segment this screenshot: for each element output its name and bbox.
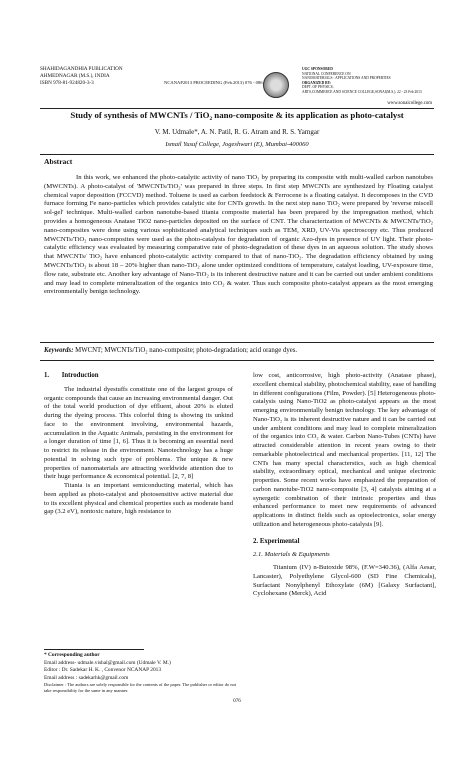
section-title: Introduction xyxy=(61,372,99,379)
keywords-divider xyxy=(40,360,434,361)
section-number: 1. xyxy=(44,372,50,379)
disclaimer: Disclaimer : The authors are solely responsible for the contents of the paper. The publisher or editor do not take responsibility for the same in any manner. xyxy=(44,682,237,693)
conference-line: NATIONAL CONFERENCE ON xyxy=(302,71,351,76)
isbn-line: ISBN 978-81-924820-3-3 xyxy=(40,80,94,86)
conference-line: ORGANIZED BY: xyxy=(302,80,331,85)
conference-line: NANOMATERIALS : APPLICATIONS AND PROPERTIES xyxy=(302,76,391,81)
conference-line: UGC SPONSORED xyxy=(302,67,333,71)
section-number: 2. xyxy=(253,537,259,545)
intro-paragraph: The industrial dyestuffs constitute one of the largest groups of organic compounds that cause an increasing environmental danger. Out of the total world production of dye effluent, about 20% is eluted during the dyeing process. This colorful thing is showing its unkind face to the environment involving, environmental hazards, accumulation in the Aquatic Animals, persisting in the environment for a longer duration of time [1, 6]. Thus it is becoming an essential need to restrict its release in the environment. Nanotechnology has a huge potential in solving such type of problems. The unique & new properties of nanomaterials are attracting worldwide attention due to their huge performance & economical potential. [2, 7, 8] xyxy=(44,385,233,481)
section-heading xyxy=(253,538,436,547)
abstract-heading: Abstract xyxy=(44,157,73,166)
author-email: Email address- udmale.vishal@gmail.com (Udmale V. M.) xyxy=(44,659,171,666)
conference-line: ARTS,COMMERCE AND SCIENCE COLLEGE,SONAI(M.S.), 22 - 23 Feb 2013 xyxy=(302,89,422,94)
page-number: 076 xyxy=(233,698,241,704)
intro-paragraph: Titania is an important semiconducting material, which has been applied as photo-catalyst and photosensitive active material due to its excellent physical and chemical properties such as moderate band gap (3.2 eV), nontoxic nature, high resistance to xyxy=(44,482,233,516)
website-link[interactable]: www.sonaicollege.com xyxy=(387,101,432,106)
materials-paragraph: Titanium (IV) n-Butoxide 98%, (F.W=340.36), (Alfa Aesar, Lancaster), Polyethylene Glycol-600 (SD Fine Chemicals), Surfactant Nonylphenyl Ethoxylate (6M) [Galaxy Surfactant], Cyclohexane (Merck), Acid xyxy=(253,564,436,598)
footnote-divider xyxy=(44,649,144,650)
keywords-text: MWCNT; MWCNTs/TiO₂ nano-composite; photo-degradation; acid orange dyes. xyxy=(75,347,298,354)
conference-block xyxy=(302,67,432,95)
keywords xyxy=(44,347,433,354)
subsection-heading: 2.1. Materials & Equipments xyxy=(253,551,330,559)
abstract-text: In this work, we enhanced the photo-catalytic activity of nano TiO₂ by preparing its composite with multi-walled carbon nanotubes (MWCNTs). A photo-catalyst of 'MWCNTs/TiO₂' was prepared in three steps. In first step MWCNTs are synthesized by Floating catalyst chemical vapor deposition (FCCVD) method. Toluene is used as carbon feedstock & Ferrocene is a floating catalyst. It decomposes in the CVD furnace forming Fe nano-particles which provides catalytic site for CNTs growth. In the next step nano TiO₂ were prepared by 'reverse miscell sol-gel' technique. Multi-walled carbon nanotube-based titania composite material has been prepared by the impregnation method, which provides a homogeneous Anatase TiO2 nano-particles deposited on the surface of CNT. The characterization of MWCNTs & MWCNTs/TiO₂ nano-composites were done using various sophisticated analytical techniques such as TEM, XRD, UV-Vis spectroscopy etc. Thus produced MWCNTs/TiO₂ nano-composites were used as the photo-catalysts for degradation of organic Azo-dyes in presence of UV light. Their photo-catalytic efficiency was evaluated by measuring comparative rate of photo-degradation of these dyes in an aqueous solution. The study shows that MWCNTs/ TiO₂ have enhanced photo-catalytic activity compared to that of nano-TiO₂. The degradation efficiency obtained by using MWCNTs/TiO₂ is about 18 – 20% higher than nano-TiO₂ alone under optimized conditions of temperature, catalyst loading, UV-exposure time, flow rate, substrate etc. Another key advantage of Nano-TiO₂ is its inherent destructive nature and it can be carried out under ambient conditions and may lead to complete mineralization of the organics into CO₂ & water. Thus such composite photo-catalyst appears as the most emerging environmentally benign technology. xyxy=(44,174,433,296)
editor-line: Editor : Dr. Sadekar H. K. , Convenor NCANAP 2013 xyxy=(44,667,162,673)
college-logo xyxy=(263,72,289,98)
left-column xyxy=(44,372,233,517)
publisher-line: AHMEDNAGAR (M.S.), INDIA xyxy=(40,73,110,79)
section-title: Experimental xyxy=(259,537,300,545)
header-divider xyxy=(40,108,434,109)
corresponding-author-label: * Corresponding author xyxy=(44,652,100,658)
keywords-label: Keywords: xyxy=(44,347,74,354)
right-column xyxy=(253,372,436,599)
paper-title: Study of synthesis of MWCNTs / TiO₂ nano-composite & its application as photo-catalyst xyxy=(70,110,404,120)
conference-line: DEPT. OF PHYSICS, xyxy=(302,85,334,90)
author-list: V. M. Udmale*, A. N. Patil, R. G. Atram and R. S. Yamgar xyxy=(154,128,320,136)
publisher-line: SHAHIDAGANDHIA PUBLICATION xyxy=(40,66,123,72)
affiliation: Ismail Yusuf College, Jogeshwari (E), Mumbai-400060 xyxy=(165,141,309,148)
correspondence-footnote xyxy=(44,652,244,693)
proceeding-label: NCANAP2013 PROCEEDING (Feb.2013) 076 - 086 xyxy=(164,80,263,85)
intro-continuation: low cost, anticorrosive, high photo-activity (Anatase phase), excellent chemical stability, photochemical stability, ease of handling in different configurations (Film, Powder). [5] Heterogeneous photo-catalysis using Nano-TiO2 as photo-catalyst appears as the most emerging environmentally benign technology. The key advantage of Nano-TiO₂ is its inherent destructive nature and it can be carried out under ambient conditions and may lead to complete mineralization of the organics into CO₂ & water. Carbon Nano-Tubes (CNTs) have attracted considerable attention in recent years owing to their remarkable photoelectrical and mechanical properties. [11, 12] The CNTs has many special characterstics, such as high chemical stability, extraordinary optical, mechanical and unique electronic properties. Some recent works have emphasized the preparation of carbon nanotube-TiO2 nano-composite [3, 4] catalysts aiming at a synergetic combination of their intrinsic properties and thus enhanced performance to meet new requirements of advanced applications in distinct fields such as optoelectronics, solar energy utilization and heterogeneous photo-catalysis [9]. xyxy=(253,372,436,528)
editor-email: Email address : sadekarhk@gmail.com xyxy=(44,674,129,681)
publisher-block xyxy=(40,66,123,87)
section-heading xyxy=(44,372,233,381)
